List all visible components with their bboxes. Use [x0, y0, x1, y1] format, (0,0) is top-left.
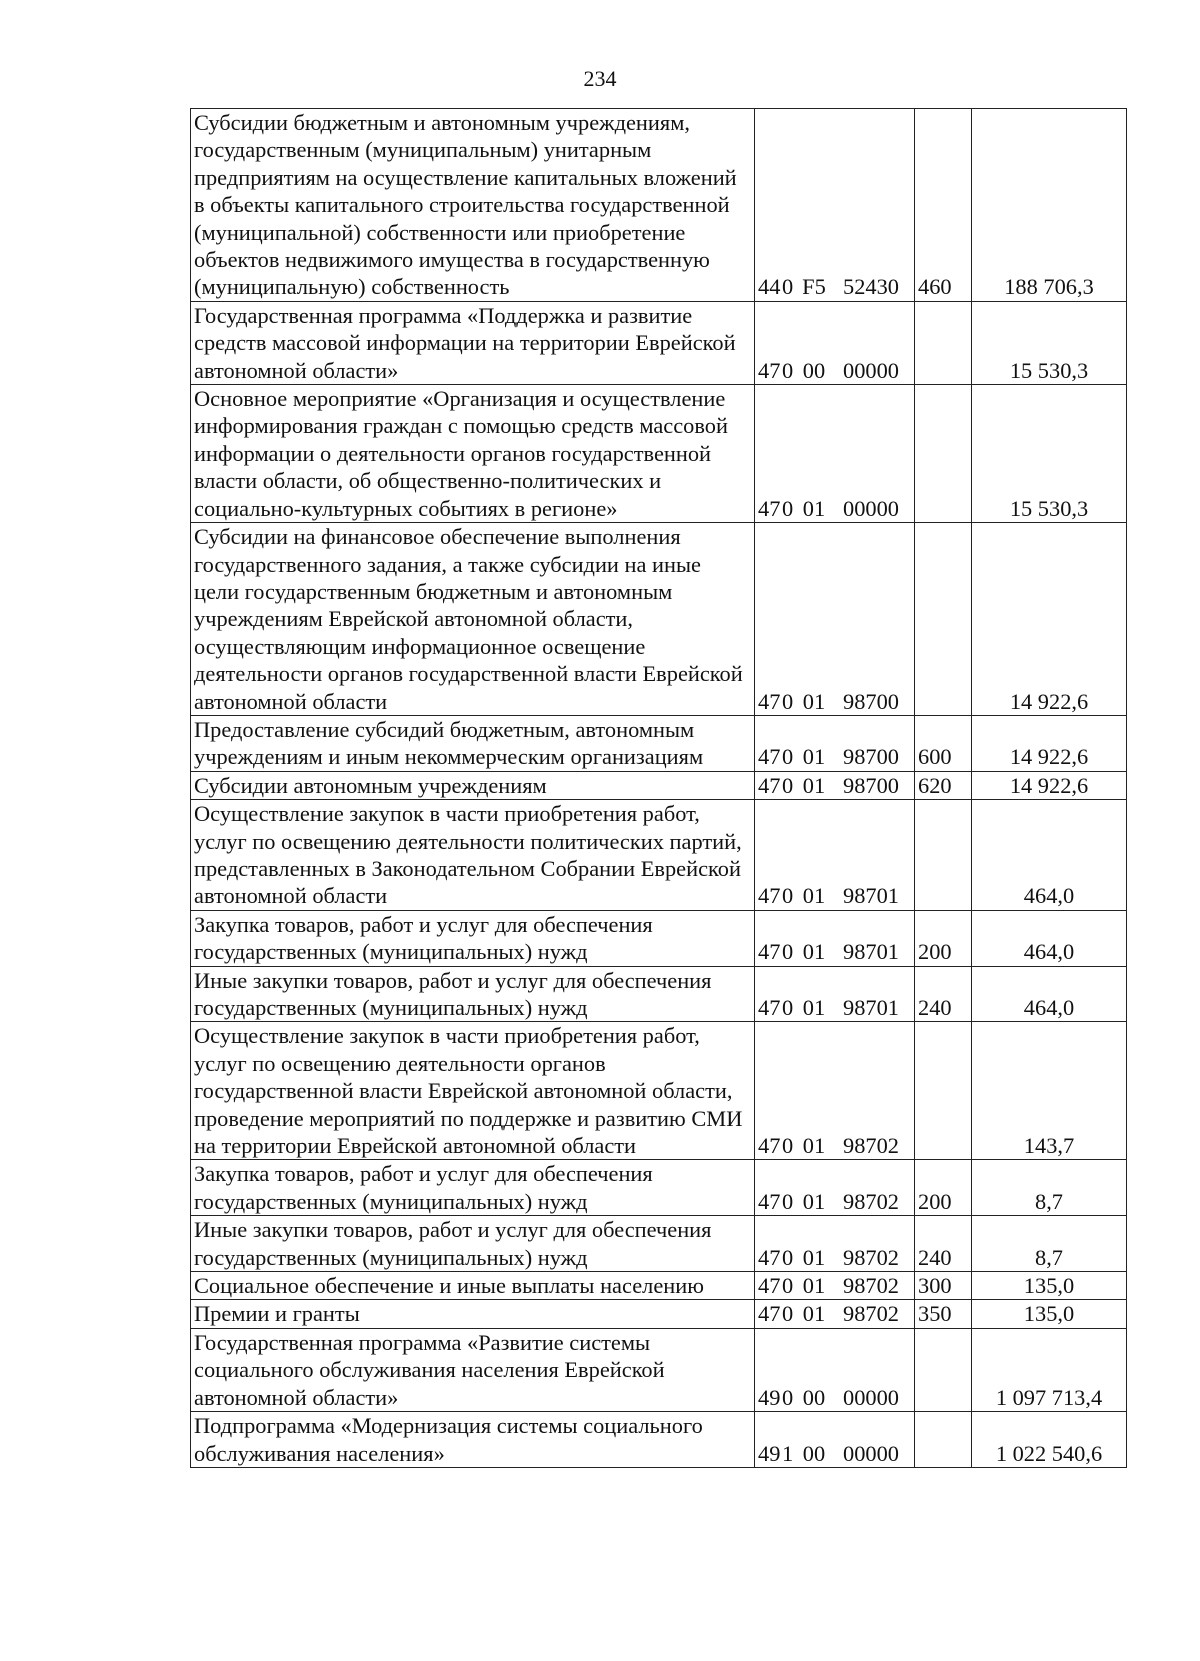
table-row — [191, 1412, 1127, 1468]
expense-type-cell: 200 — [915, 910, 972, 966]
code-part-3: 01 — [802, 1133, 826, 1159]
expense-type-cell — [915, 1022, 972, 1160]
code-part-2: 0 — [782, 1384, 794, 1410]
amount-cell: 464,0 — [972, 966, 1127, 1022]
code-part-3: 01 — [802, 1273, 826, 1299]
target-article-code-cell — [755, 1216, 915, 1272]
code-part-3: 00 — [802, 357, 826, 383]
code-part-3: 01 — [802, 772, 826, 798]
target-article-code-cell — [755, 1300, 915, 1328]
expense-type-cell — [915, 1412, 972, 1468]
row-name-cell: Иные закупки товаров, работ и услуг для обеспечения государственных (муниципальных) нужд — [191, 1216, 755, 1272]
code-part-3: 01 — [802, 995, 826, 1020]
code-part-1: 47 — [758, 1133, 781, 1159]
row-name-cell: Закупка товаров, работ и услуг для обеспечения государственных (муниципальных) нужд — [191, 910, 755, 966]
code-part-1: 47 — [758, 883, 781, 909]
code-part-2: 0 — [782, 1273, 794, 1299]
code-part-1: 47 — [758, 1301, 781, 1327]
expense-type-cell: 460 — [915, 109, 972, 302]
row-name-cell: Предоставление субсидий бюджетным, автономным учреждениям и иным некоммерческим организациям — [191, 715, 755, 771]
row-name-cell: Подпрограмма «Модернизация системы социального обслуживания населения» — [191, 1412, 755, 1468]
code-part-2: 0 — [782, 1244, 794, 1270]
code-part-3: 01 — [802, 883, 826, 909]
expense-type-cell — [915, 385, 972, 523]
target-article-code-cell — [755, 1272, 915, 1300]
code-part-1: 49 — [758, 1440, 781, 1466]
table-row — [191, 1216, 1127, 1272]
table-row — [191, 385, 1127, 523]
code-part-4: 98702 — [843, 1301, 899, 1327]
page-number: 234 — [583, 66, 617, 91]
row-name-cell: Социальное обеспечение и иные выплаты населению — [191, 1272, 755, 1300]
budget-table — [190, 108, 1127, 1468]
row-name-cell: Премии и гранты — [191, 1300, 755, 1328]
code-part-3: 00 — [802, 1440, 826, 1466]
code-part-3: 01 — [802, 939, 826, 965]
table-row — [191, 1328, 1127, 1411]
code-part-4: 98701 — [843, 883, 899, 909]
target-article-code-cell — [755, 1328, 915, 1411]
row-name-cell: Закупка товаров, работ и услуг для обеспечения государственных (муниципальных) нужд — [191, 1160, 755, 1216]
row-name-cell: Субсидии автономным учреждениям — [191, 771, 755, 799]
code-part-4: 98702 — [843, 1273, 899, 1299]
code-part-1: 47 — [758, 772, 781, 798]
target-article-code-cell — [755, 966, 915, 1022]
row-name-cell: Государственная программа «Поддержка и развитие средств массовой информации на территории Еврейской автономной области» — [191, 301, 755, 384]
amount-cell: 464,0 — [972, 800, 1127, 911]
code-part-3: 01 — [802, 744, 826, 770]
code-part-2: 0 — [782, 1133, 794, 1159]
target-article-code-cell — [755, 1412, 915, 1468]
table-row — [191, 1160, 1127, 1216]
code-part-4: 98700 — [843, 744, 899, 770]
code-part-2: 0 — [782, 274, 794, 300]
table-row — [191, 715, 1127, 771]
table-row — [191, 1272, 1127, 1300]
target-article-code-cell — [755, 800, 915, 911]
expense-type-cell: 620 — [915, 771, 972, 799]
expense-type-cell — [915, 523, 972, 716]
table-row — [191, 966, 1127, 1022]
amount-cell: 135,0 — [972, 1300, 1127, 1328]
amount-cell: 14 922,6 — [972, 715, 1127, 771]
expense-type-cell: 600 — [915, 715, 972, 771]
code-part-1: 47 — [758, 939, 781, 965]
code-part-4: 98700 — [843, 772, 899, 798]
table-row — [191, 301, 1127, 384]
code-part-4: 98702 — [843, 1188, 899, 1214]
expense-type-cell: 240 — [915, 1216, 972, 1272]
amount-cell: 135,0 — [972, 1272, 1127, 1300]
expense-type-cell — [915, 301, 972, 384]
code-part-3: 00 — [802, 1384, 826, 1410]
code-part-3: 01 — [802, 495, 826, 521]
target-article-code-cell — [755, 109, 915, 302]
code-part-2: 0 — [782, 744, 794, 770]
amount-cell: 188 706,3 — [972, 109, 1127, 302]
code-part-4: 98701 — [843, 939, 899, 965]
expense-type-cell: 300 — [915, 1272, 972, 1300]
code-part-2: 0 — [782, 883, 794, 909]
target-article-code-cell — [755, 771, 915, 799]
amount-cell: 14 922,6 — [972, 771, 1127, 799]
code-part-1: 47 — [758, 1188, 781, 1214]
code-part-2: 0 — [782, 495, 794, 521]
amount-cell: 1 022 540,6 — [972, 1412, 1127, 1468]
code-part-4: 00000 — [843, 495, 899, 521]
code-part-3: F5 — [802, 274, 826, 300]
table-row — [191, 910, 1127, 966]
target-article-code-cell — [755, 301, 915, 384]
code-part-1: 47 — [758, 744, 781, 770]
table-row — [191, 109, 1127, 302]
code-part-3: 01 — [802, 1188, 826, 1214]
code-part-4: 52430 — [843, 274, 899, 300]
expense-type-cell: 200 — [915, 1160, 972, 1216]
expense-type-cell — [915, 1328, 972, 1411]
code-part-1: 47 — [758, 1273, 781, 1299]
row-name-cell: Основное мероприятие «Организация и осуществление информирования граждан с помощью средств массовой информации о деятельности органов государственной власти области, об общественно-политических и социально-культурных событиях в регионе» — [191, 385, 755, 523]
row-name-cell: Государственная программа «Развитие системы социального обслуживания населения Еврейской автономной области» — [191, 1328, 755, 1411]
expense-type-cell: 350 — [915, 1300, 972, 1328]
code-part-1: 47 — [758, 995, 781, 1020]
code-part-1: 47 — [758, 357, 781, 383]
amount-cell: 14 922,6 — [972, 523, 1127, 716]
code-part-2: 0 — [782, 939, 794, 965]
amount-cell: 15 530,3 — [972, 385, 1127, 523]
table-row — [191, 771, 1127, 799]
code-part-4: 00000 — [843, 357, 899, 383]
code-part-1: 49 — [758, 1384, 781, 1410]
code-part-2: 0 — [782, 1188, 794, 1214]
amount-cell: 8,7 — [972, 1160, 1127, 1216]
target-article-code-cell — [755, 910, 915, 966]
row-name-cell: Субсидии бюджетным и автономным учреждениям, государственным (муниципальным) унитарным предприятиям на осуществление капитальных вложений в объекты капитального строительства государственной (муниципальной) собственности или приобретение объектов недвижимого имущества в государственную (муниципальную) собственность — [191, 109, 755, 302]
row-name-cell: Иные закупки товаров, работ и услуг для обеспечения государственных (муниципальных) нужд — [191, 966, 755, 1022]
code-part-3: 01 — [802, 1244, 826, 1270]
amount-cell: 15 530,3 — [972, 301, 1127, 384]
table-row — [191, 1300, 1127, 1328]
code-part-2: 0 — [782, 1301, 794, 1327]
code-part-2: 0 — [782, 688, 794, 714]
row-name-cell: Субсидии на финансовое обеспечение выполнения государственного задания, а также субсидии на иные цели государственным бюджетным и автономным учреждениям Еврейской автономной области, осуществляющим информационное освещение деятельности органов государственной власти Еврейской автономной области — [191, 523, 755, 716]
code-part-4: 98701 — [843, 995, 899, 1020]
expense-type-cell: 240 — [915, 966, 972, 1022]
target-article-code-cell — [755, 1022, 915, 1160]
table-row — [191, 523, 1127, 716]
target-article-code-cell — [755, 715, 915, 771]
code-part-1: 47 — [758, 688, 781, 714]
target-article-code-cell — [755, 1160, 915, 1216]
amount-cell: 464,0 — [972, 910, 1127, 966]
code-part-4: 98700 — [843, 688, 899, 714]
amount-cell: 1 097 713,4 — [972, 1328, 1127, 1411]
row-name-cell: Осуществление закупок в части приобретения работ, услуг по освещению деятельности политических партий, представленных в Законодательном Собрании Еврейской автономной области — [191, 800, 755, 911]
table-row — [191, 800, 1127, 911]
row-name-cell: Осуществление закупок в части приобретения работ, услуг по освещению деятельности органов государственной власти Еврейской автономной области, проведение мероприятий по поддержке и развитию СМИ на территории Еврейской автономной области — [191, 1022, 755, 1160]
target-article-code-cell — [755, 385, 915, 523]
code-part-1: 47 — [758, 495, 781, 521]
table-row — [191, 1022, 1127, 1160]
code-part-2: 0 — [782, 772, 794, 798]
code-part-4: 98702 — [843, 1133, 899, 1159]
code-part-2: 1 — [782, 1440, 794, 1466]
code-part-1: 44 — [758, 274, 781, 300]
code-part-3: 01 — [802, 1301, 826, 1327]
code-part-4: 00000 — [843, 1440, 899, 1466]
amount-cell: 143,7 — [972, 1022, 1127, 1160]
code-part-4: 98702 — [843, 1244, 899, 1270]
target-article-code-cell — [755, 523, 915, 716]
code-part-4: 00000 — [843, 1384, 899, 1410]
code-part-2: 0 — [782, 995, 794, 1020]
expense-type-cell — [915, 800, 972, 911]
amount-cell: 8,7 — [972, 1216, 1127, 1272]
code-part-1: 47 — [758, 1244, 781, 1270]
code-part-3: 01 — [802, 688, 826, 714]
code-part-2: 0 — [782, 357, 794, 383]
